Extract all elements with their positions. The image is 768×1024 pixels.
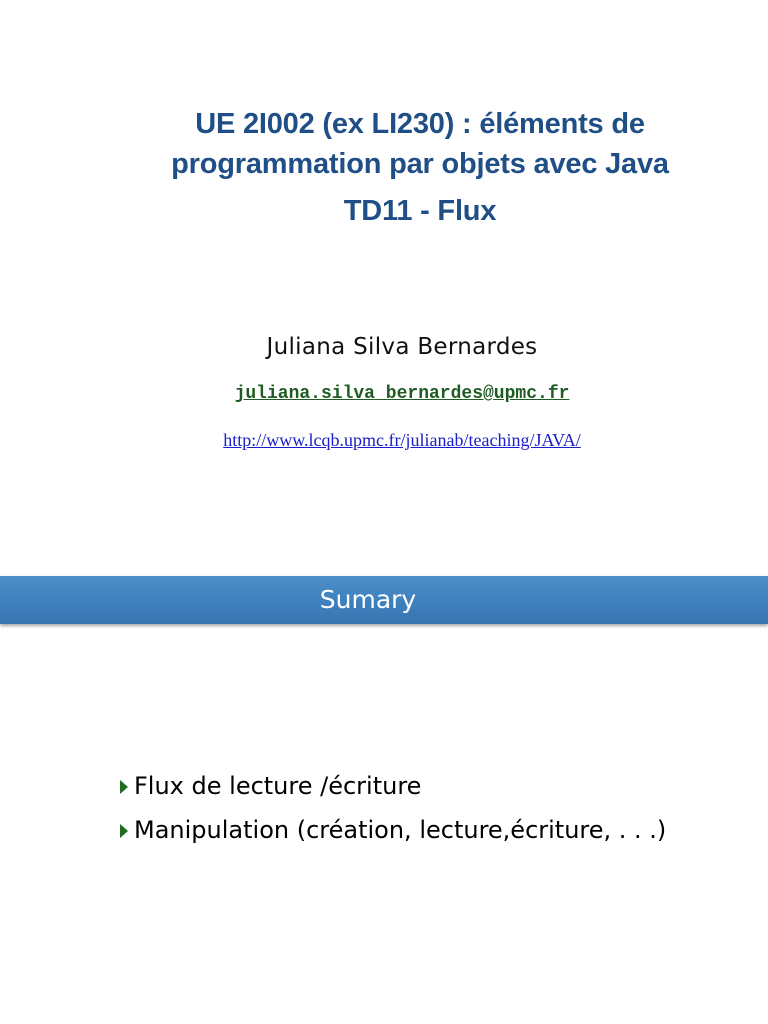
list-item-text: Manipulation (création, lecture,écriture, . . .) xyxy=(134,816,667,844)
summary-list xyxy=(120,764,740,852)
title-line-course: UE 2I002 (ex LI230) : éléments de xyxy=(195,108,645,140)
list-item xyxy=(120,764,740,808)
list-item xyxy=(120,808,740,852)
section-header-bar xyxy=(0,576,768,624)
slide-title xyxy=(90,104,750,231)
triangle-right-icon xyxy=(120,780,128,794)
triangle-right-icon xyxy=(120,824,128,838)
section-title: Sumary xyxy=(319,585,417,614)
title-line-subject: programmation par objets avec Java xyxy=(171,148,669,180)
author-email-link[interactable]: juliana.silva_bernardes@upmc.fr xyxy=(234,384,570,404)
author-name: Juliana Silva Bernardes xyxy=(266,334,538,360)
list-item-text: Flux de lecture /écriture xyxy=(134,772,422,800)
title-line-td: TD11 - Flux xyxy=(343,195,497,227)
course-url-link[interactable]: http://www.lcqb.upmc.fr/julianab/teaching/JAVA/ xyxy=(223,430,581,450)
